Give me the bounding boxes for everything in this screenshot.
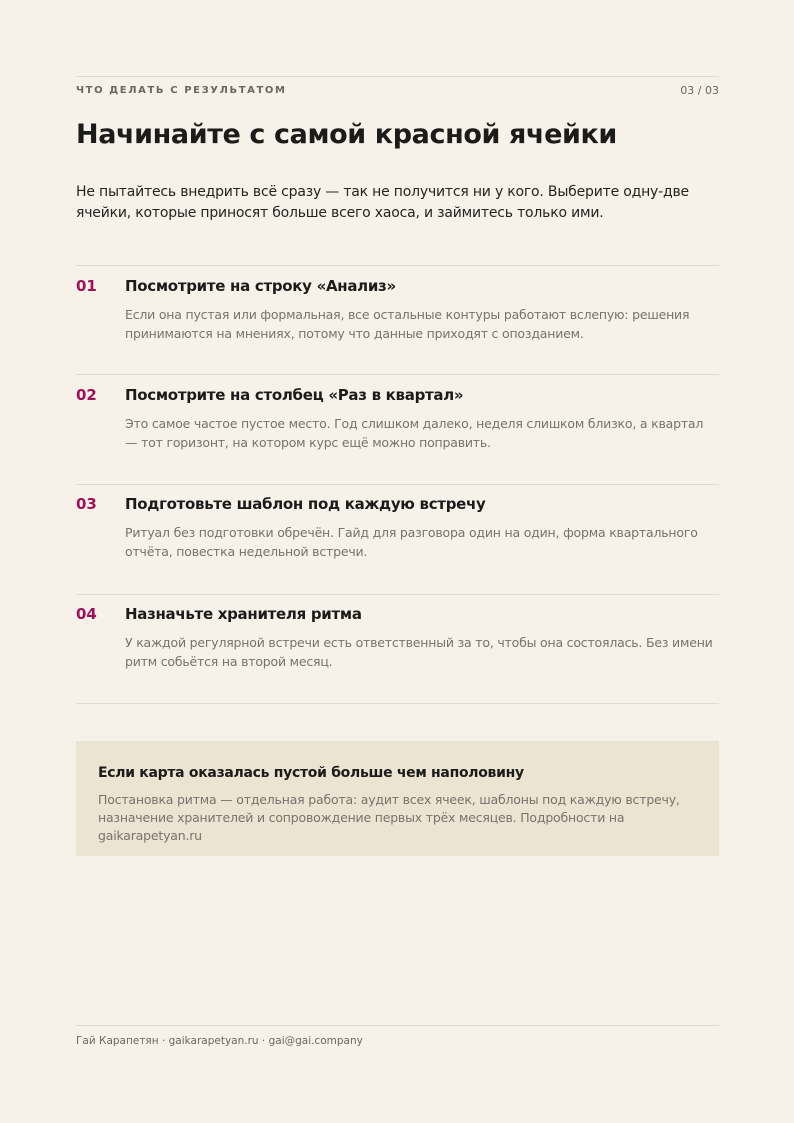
step-title: Назначьте хранителя ритма <box>125 605 362 623</box>
footer-contacts: Гай Карапетян · gaikarapetyan.ru · gai@gai.company <box>76 1035 363 1047</box>
step-number: 01 <box>76 277 97 295</box>
step-title: Посмотрите на строку «Анализ» <box>125 277 396 295</box>
page-number: 03 / 03 <box>680 84 719 97</box>
callout-title: Если карта оказалась пустой больше чем наполовину <box>98 765 524 781</box>
page-title: Начинайте с самой красной ячейки <box>76 119 617 150</box>
callout-box <box>76 741 719 856</box>
step-divider <box>76 374 719 375</box>
callout-text: Постановка ритма — отдельная работа: аудит всех ячеек, шаблоны под каждую встречу, назначение хранителей и сопровождение первых трёх месяцев. Подробности на gaikarapetyan.ru <box>98 792 680 843</box>
step-text: Это самое частое пустое место. Год слишком далеко, неделя слишком близко, а квартал — тот горизонт, на котором курс ещё можно поправить. <box>125 416 704 450</box>
section-eyebrow: ЧТО ДЕЛАТЬ С РЕЗУЛЬТАТОМ <box>76 85 287 96</box>
top-divider <box>76 76 719 77</box>
lead-paragraph: Не пытайтесь внедрить всё сразу — так не получится ни у кого. Выберите одну-две ячейки, которые приносят больше всего хаоса, и займитесь только ими. <box>76 184 689 221</box>
step-number: 04 <box>76 605 97 623</box>
step-divider <box>76 594 719 595</box>
step-divider <box>76 265 719 266</box>
steps-end-divider <box>76 703 719 704</box>
step-text: Если она пустая или формальная, все остальные контуры работают вслепую: решения принимаются на мнениях, потому что данные приходят с опозданием. <box>125 307 690 341</box>
step-number: 02 <box>76 386 97 404</box>
step-text: Ритуал без подготовки обречён. Гайд для разговора один на один, форма квартального отчёта, повестка недельной встречи. <box>125 525 698 559</box>
step-title: Подготовьте шаблон под каждую встречу <box>125 495 486 513</box>
step-title: Посмотрите на столбец «Раз в квартал» <box>125 386 464 404</box>
footer-divider <box>76 1025 719 1026</box>
step-divider <box>76 484 719 485</box>
step-text: У каждой регулярной встречи есть ответственный за то, чтобы она состоялась. Без имени ритм собьётся на второй месяц. <box>125 635 713 669</box>
step-number: 03 <box>76 495 97 513</box>
